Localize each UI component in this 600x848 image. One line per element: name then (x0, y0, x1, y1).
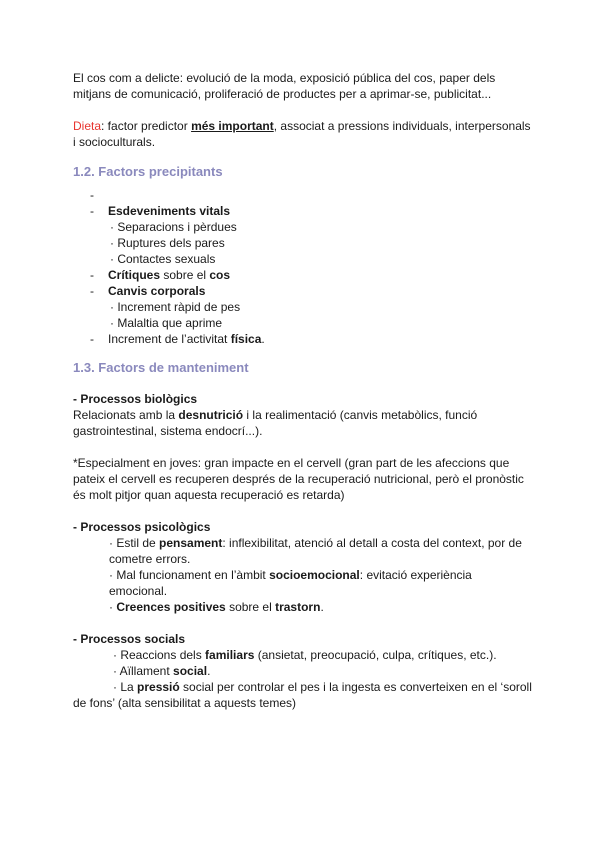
dieta-text-post: , associat a pressions individuals, interpersonals i socioculturals. (73, 119, 531, 149)
psi-bold: Creences positives (116, 600, 226, 614)
soc-text: (ansietat, preocupació, culpa, crítiques, etc.). (254, 648, 497, 662)
sub-item: · Malaltia que aprime (110, 316, 223, 330)
list-item-canvis (73, 283, 533, 299)
psi-text: . (320, 600, 324, 614)
list-item-empty (73, 187, 533, 203)
bio-text-pre: Relacionats amb la (73, 408, 179, 422)
sub-item: · Increment ràpid de pes (110, 300, 241, 314)
bio-note: *Especialment en joves: gran impacte en el cervell (gran part de les afeccions que pateix el cervell es recuperen després de la recuperació nutricional, però el pronòstic és molt pitjor quan aquesta recuperació es retarda) (73, 456, 524, 502)
spacer (73, 615, 533, 631)
dash: - (90, 188, 94, 202)
bio-text (73, 407, 533, 439)
list-item-increment (73, 331, 533, 347)
item-text: . (261, 332, 265, 346)
item-bold: física (230, 332, 262, 346)
psi-heading (73, 519, 533, 535)
dieta-label: Dieta (73, 119, 102, 133)
soc-text: · Aïllament (113, 664, 174, 678)
dash: - (90, 332, 94, 346)
dieta-text-pre: : factor predictor (101, 119, 192, 133)
intro-paragraph: El cos com a delicte: evolució de la moda, exposició pública del cos, paper dels mitjans de comunicació, proliferació de productes per a aprimar-se, publicitat... (73, 71, 496, 101)
psi-bold: socioemocional (269, 568, 360, 582)
dash: - (90, 204, 94, 218)
soc-item-pressio (73, 679, 533, 711)
spacer (73, 503, 533, 519)
list-item-esdeveniments (73, 203, 533, 219)
soc-heading-text: - Processos socials (73, 632, 186, 646)
list-item-critiques (73, 267, 533, 283)
item-label: Canvis corporals (108, 284, 206, 298)
soc-item-familiars (73, 647, 533, 663)
section-heading-manteniment: 1.3. Factors de manteniment (73, 360, 249, 375)
psi-text: · (109, 600, 117, 614)
psi-item-pensament (73, 535, 533, 567)
item-bold: cos (209, 268, 231, 282)
bio-heading (73, 391, 533, 407)
spacer (73, 439, 533, 455)
spacer (73, 102, 533, 118)
psi-text: sobre el (225, 600, 276, 614)
psi-text: : evitació experiència emocional. (109, 568, 472, 598)
soc-text: . (207, 664, 211, 678)
dieta-emphasis: més important (191, 119, 274, 133)
soc-text: social per controlar el pes i la ingesta es converteixen en el ‘soroll de fons’ (alta sensibilitat a aquests temes) (73, 680, 532, 710)
dash: - (90, 284, 94, 298)
psi-text: : inflexibilitat, atenció al detall a costa del context, por de cometre errors. (109, 536, 522, 566)
psi-text: · Mal funcionament en l’àmbit (109, 568, 270, 582)
bio-text-post: i la realimentació (canvis metabòlics, funció gastrointestinal, sistema endocrí...). (73, 408, 478, 438)
item-label: Esdeveniments vitals (108, 204, 231, 218)
section-heading-precipitants: 1.2. Factors precipitants (73, 164, 223, 179)
item-bold: Crítiques (108, 268, 161, 282)
sub-item: · Contactes sexuals (110, 252, 216, 266)
soc-bold: social (173, 664, 208, 678)
bio-heading-text: - Processos biològics (73, 392, 198, 406)
psi-item-socioemocional (73, 567, 533, 599)
sub-item: · Separacions i pèrdues (110, 220, 237, 234)
soc-bold: pressió (137, 680, 180, 694)
psi-bold: pensament (159, 536, 223, 550)
soc-text: · La (113, 680, 138, 694)
item-text: sobre el (160, 268, 210, 282)
soc-bold: familiars (205, 648, 255, 662)
bio-text-bold: desnutrició (178, 408, 244, 422)
psi-text: · Estil de (109, 536, 160, 550)
soc-heading (73, 631, 533, 647)
psi-heading-text: - Processos psicològics (73, 520, 211, 534)
dash: - (90, 268, 94, 282)
dieta-paragraph (73, 118, 533, 150)
item-text: Increment de l’activitat (108, 332, 231, 346)
document-page (73, 70, 533, 711)
psi-item-creences (73, 599, 533, 615)
soc-text: · Reaccions dels (113, 648, 206, 662)
soc-item-aillament (73, 663, 533, 679)
psi-bold: trastorn (275, 600, 321, 614)
sub-item: · Ruptures dels pares (110, 236, 225, 250)
